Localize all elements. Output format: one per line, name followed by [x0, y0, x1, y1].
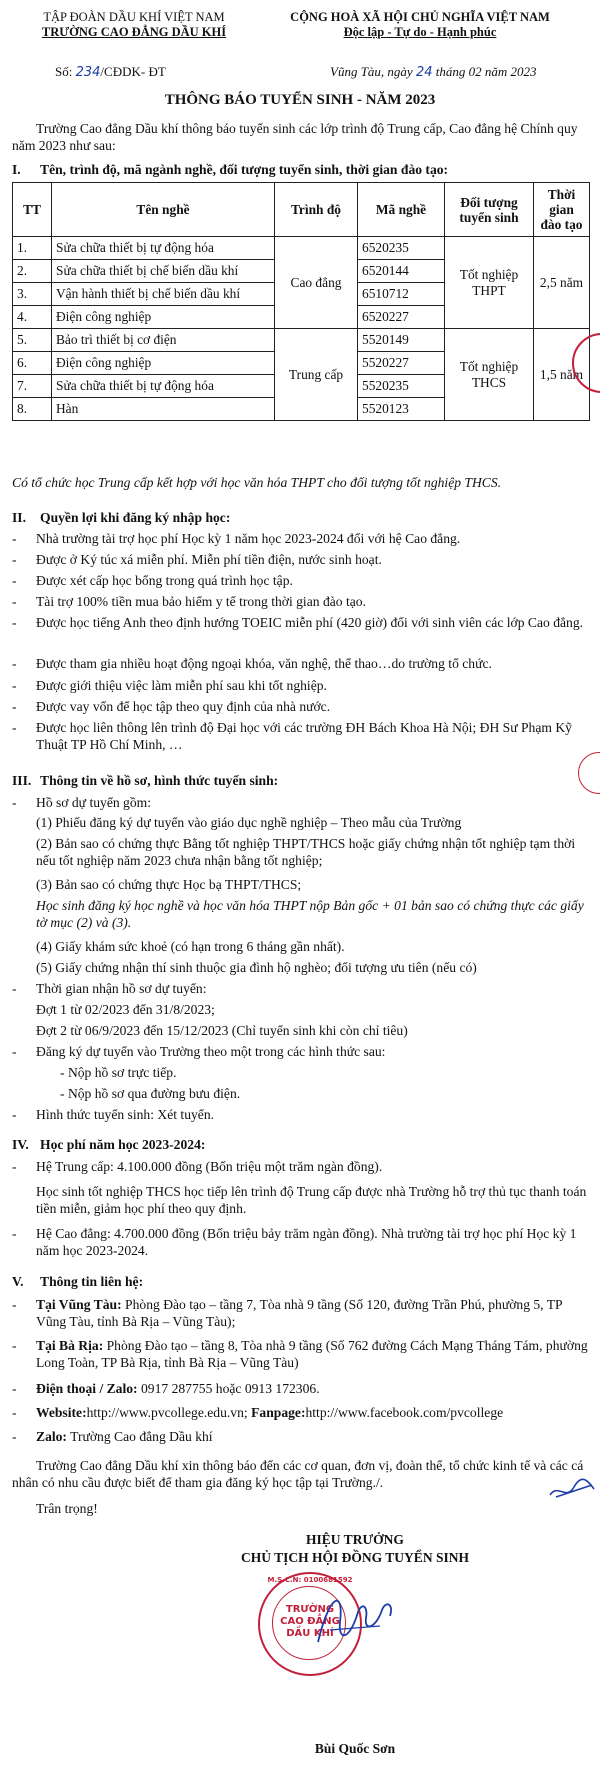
- row-code: 6520144: [358, 260, 445, 283]
- document-title: THÔNG BÁO TUYỂN SINH - NĂM 2023: [164, 92, 436, 108]
- contact-web: - Website:http://www.pvcollege.edu.vn; Fanpage:http://www.facebook.com/pvcollege: [12, 1405, 504, 1420]
- row-tt: 2.: [13, 260, 52, 283]
- doc-number-value: 234: [75, 65, 101, 80]
- row-code: 5520227: [358, 352, 445, 375]
- stamp-line: TRƯỜNG: [285, 1604, 335, 1615]
- row-code: 5520123: [358, 398, 445, 421]
- row-tt: 8.: [13, 398, 52, 421]
- date-suffix: tháng 02 năm 2023: [435, 64, 537, 79]
- row-tt: 7.: [13, 375, 52, 398]
- registration-option-2: [12, 1085, 590, 1102]
- dossier-label: Hồ sơ dự tuyển gồm:: [36, 795, 151, 810]
- section-2-heading: [12, 509, 590, 526]
- bullet-icon: -: [60, 1086, 68, 1101]
- dossier-item-3-note: [12, 897, 590, 931]
- round-text: Đợt 2 từ 06/9/2023 đến 15/12/2023 (Chỉ tuyển sinh khi còn chỉ tiêu): [36, 1023, 408, 1038]
- round-text: Đợt 1 từ 02/2023 đến 31/8/2023;: [36, 1002, 215, 1017]
- benefit-text: Được giới thiệu việc làm miễn phí sau khi tốt nghiệp.: [36, 678, 327, 693]
- list-item: - Đăng ký dự tuyển vào Trường theo một trong các hình thức sau:: [12, 1043, 590, 1060]
- regards: Trân trọng!: [36, 1501, 98, 1516]
- benefit-text: Được vay vốn để học tập theo quy định của nhà nước.: [36, 699, 331, 714]
- benefit-text: Được tham gia nhiều hoạt động ngoại khóa, văn nghệ, thể thao…do trường tổ chức.: [36, 656, 492, 671]
- section-5-heading: [12, 1273, 590, 1290]
- section-4-heading: [12, 1136, 590, 1153]
- benefit-text: Được ở Ký túc xá miễn phí. Miễn phí tiền điện, nước sinh hoạt.: [36, 552, 382, 567]
- col-header-tt: TT: [13, 183, 52, 237]
- row-tt: 6.: [13, 352, 52, 375]
- list-item: - Được vay vốn để học tập theo quy định của nhà nước.: [12, 698, 590, 715]
- table-row: [13, 237, 590, 260]
- option-line: [60, 1064, 590, 1081]
- issuer-block: [14, 10, 254, 40]
- option-text: Nộp hồ sơ qua đường bưu điện.: [67, 1086, 241, 1101]
- row-program: Vận hành thiết bị chế biến dầu khí: [52, 283, 275, 306]
- row-code: 6510712: [358, 283, 445, 306]
- website-link[interactable]: http://www.pvcollege.edu.vn;: [86, 1405, 248, 1420]
- contact-text: Phòng Đào tạo – tầng 8, Tòa nhà 9 tầng (Số 762 đường Cách Mạng Tháng Tám, phường Long Toàn, TP Bà Rịa, tỉnh Bà Rịa – Vũng Tàu): [36, 1338, 588, 1370]
- list-item: - Được giới thiệu việc làm miễn phí sau khi tốt nghiệp.: [12, 677, 590, 694]
- table-header-row: [13, 183, 590, 237]
- col-header-target: Đối tượng tuyển sinh: [445, 183, 534, 237]
- section-3-number: III.: [12, 773, 32, 788]
- dossier-text: (2) Bản sao có chứng thực Bằng tốt nghiệp THPT/THCS hoặc giấy chứng nhận tốt nghiệp tạm thời nếu tốt nghiệp năm 2023 chưa nhận bằng tốt nghiệp;: [36, 836, 576, 868]
- document-header: [0, 8, 600, 82]
- row-code: 5520149: [358, 329, 445, 352]
- section-2-title: Quyền lợi khi đăng ký nhập học:: [40, 510, 231, 525]
- row-tt: 5.: [13, 329, 52, 352]
- fee-text: Hệ Cao đẳng: 4.700.000 đồng (Bốn triệu bảy trăm ngàn đồng). Nhà trường tài trợ học phí Học kỳ 1 năm học 2023-2024.: [36, 1226, 577, 1258]
- col-header-code: Mã nghề: [358, 183, 445, 237]
- registration-label: Đăng ký dự tuyển vào Trường theo một trong các hình thức sau:: [36, 1044, 386, 1059]
- list-item: - Hệ Cao đẳng: 4.700.000 đồng (Bốn triệu bảy trăm ngàn đồng). Nhà trường tài trợ học phí Học kỳ 1 năm học 2023-2024.: [12, 1225, 590, 1259]
- signer-role-2: CHỦ TỊCH HỘI ĐỒNG TUYỂN SINH: [241, 1550, 469, 1565]
- row-code: 6520227: [358, 306, 445, 329]
- group-level: Cao đẳng: [275, 237, 358, 329]
- section-5-number: V.: [12, 1274, 24, 1289]
- group-level: Trung cấp: [275, 329, 358, 421]
- row-tt: 3.: [13, 283, 52, 306]
- signer-name: Bùi Quốc Sơn: [314, 1741, 396, 1756]
- intro-paragraph: Trường Cao đẳng Dầu khí thông báo tuyển sinh các lớp trình độ Trung cấp, Cao đẳng hệ Chính quy năm 2023 như sau:: [12, 121, 578, 153]
- section-3-heading: [12, 772, 590, 789]
- section-1-heading: [12, 161, 590, 178]
- stamp-line: DẦU KHÍ: [286, 1628, 334, 1639]
- section-3-title: Thông tin về hồ sơ, hình thức tuyển sinh:: [40, 773, 279, 788]
- national-header: [250, 10, 590, 40]
- contact-phone: - Điện thoại / Zalo: 0917 287755 hoặc 0913 172306.: [12, 1381, 320, 1396]
- list-item: - Hình thức tuyển sinh: Xét tuyển.: [12, 1106, 590, 1123]
- parent-organization: TẬP ĐOÀN DẦU KHÍ VIỆT NAM: [43, 10, 225, 24]
- date-prefix: Vũng Tàu, ngày: [330, 64, 413, 79]
- contact-text: Trường Cao đẳng Dầu khí: [70, 1429, 213, 1444]
- fee-note-text: Học sinh tốt nghiệp THCS học tiếp lên trình độ Trung cấp được nhà Trường hỗ trợ thủ tục thanh toán tiền miễn, giảm học phí theo quy định.: [36, 1184, 587, 1216]
- date-day: 24: [415, 65, 433, 80]
- row-program: Điện công nghiệp: [52, 352, 275, 375]
- list-item: - Được tham gia nhiều hoạt động ngoại khóa, văn nghệ, thể thao…do trường tổ chức.: [12, 655, 590, 672]
- table-note: Có tổ chức học Trung cấp kết hợp với học văn hóa THPT cho đối tượng tốt nghiệp THCS.: [12, 475, 502, 490]
- row-code: 6520235: [358, 237, 445, 260]
- closing-paragraph: Trường Cao đẳng Dầu khí xin thông báo đến các cơ quan, đơn vị, đoàn thể, tổ chức kinh tế và các cá nhân có nhu cầu được biết để tham gia đăng ký học tập tại Trường./.: [12, 1458, 584, 1490]
- stamp-ring-text: M.S.C.N: 0100681592: [267, 1576, 353, 1584]
- dossier-text: (1) Phiếu đăng ký dự tuyển vào giáo dục nghề nghiệp – Theo mẫu của Trường: [36, 815, 462, 830]
- group-duration: 1,5 năm: [534, 329, 590, 421]
- row-program: Điện công nghiệp: [52, 306, 275, 329]
- list-item: - Hồ sơ dự tuyển gồm:: [12, 794, 590, 811]
- initials-scribble: [548, 1477, 596, 1503]
- admission-form: Hình thức tuyển sinh: Xét tuyển.: [36, 1107, 215, 1122]
- table-row: [13, 329, 590, 352]
- row-code: 5520235: [358, 375, 445, 398]
- option-text: Nộp hồ sơ trực tiếp.: [67, 1065, 177, 1080]
- dossier-text: (4) Giấy khám sức khoẻ (có hạn trong 6 tháng gần nhất).: [36, 939, 345, 954]
- section-4-title: Học phí năm học 2023-2024:: [40, 1137, 206, 1152]
- section-2-number: II.: [12, 510, 26, 525]
- bullet-icon: -: [60, 1065, 68, 1080]
- col-header-name: Tên nghề: [52, 183, 275, 237]
- section-1-title: Tên, trình độ, mã ngành nghề, đối tượng tuyển sinh, thời gian đào tạo:: [40, 162, 449, 177]
- website-label: Website:: [36, 1405, 87, 1420]
- list-item: - Hệ Trung cấp: 4.100.000 đồng (Bốn triệu một trăm ngàn đồng).: [12, 1158, 590, 1175]
- list-item: - Được xét cấp học bổng trong quá trình học tập.: [12, 572, 590, 589]
- group-target: Tốt nghiệp THCS: [445, 329, 534, 421]
- fanpage-label: Fanpage:: [251, 1405, 306, 1420]
- section-1-number: I.: [12, 162, 21, 177]
- row-tt: 4.: [13, 306, 52, 329]
- row-program: Sửa chữa thiết bị chế biến dầu khí: [52, 260, 275, 283]
- contact-text: 0917 287755 hoặc 0913 172306.: [141, 1381, 320, 1396]
- doc-number-suffix: /CĐDK- ĐT: [100, 64, 166, 79]
- contact-ba-ria: - Tại Bà Rịa: Phòng Đào tạo – tầng 8, Tòa nhà 9 tầng (Số 762 đường Cách Mạng Tháng Tám, phường Long Toàn, TP Bà Rịa, tỉnh Bà Rịa – Vũng Tàu): [12, 1338, 588, 1370]
- row-program: Hàn: [52, 398, 275, 421]
- benefit-text: Tài trợ 100% tiền mua bảo hiểm y tế trong thời gian đào tạo.: [36, 594, 366, 609]
- contact-label: Điện thoại / Zalo:: [36, 1381, 138, 1396]
- dossier-text: (5) Giấy chứng nhận thí sinh thuộc gia đình hộ nghèo; đối tượng ưu tiên (nếu có): [36, 960, 477, 975]
- option-line: [60, 1085, 590, 1102]
- section-5-title: Thông tin liên hệ:: [40, 1274, 144, 1289]
- school-name: TRƯỜNG CAO ĐẲNG DẦU KHÍ: [41, 25, 227, 39]
- dossier-item-4: [12, 938, 590, 955]
- signer-role-1: HIỆU TRƯỞNG: [306, 1532, 404, 1547]
- dossier-item-2: [12, 835, 590, 869]
- section-4-number: IV.: [12, 1137, 29, 1152]
- contact-text: Phòng Đào tạo – tầng 7, Tòa nhà 9 tầng (Số 120, đường Trần Phú, phường 5, TP Vũng Tàu, tỉnh Bà Rịa – Vũng Tàu);: [36, 1297, 563, 1329]
- country-name: CỘNG HOÀ XÃ HỘI CHỦ NGHĨA VIỆT NAM: [290, 10, 550, 24]
- dossier-text: (3) Bản sao có chứng thực Học bạ THPT/THCS;: [36, 877, 302, 892]
- contact-label: Zalo:: [36, 1429, 67, 1444]
- row-tt: 1.: [13, 237, 52, 260]
- row-program: Sửa chữa thiết bị tự động hóa: [52, 375, 275, 398]
- row-program: Sửa chữa thiết bị tự động hóa: [52, 237, 275, 260]
- list-item: - Được học tiếng Anh theo định hướng TOEIC miễn phí (420 giờ) đối với sinh viên các lớp Cao đẳng.: [12, 614, 590, 631]
- row-program: Bảo trì thiết bị cơ điện: [52, 329, 275, 352]
- dossier-item-3: [12, 876, 590, 893]
- registration-option-1: [12, 1064, 590, 1081]
- dossier-note-text: Học sinh đăng ký học nghề và học văn hóa THPT nộp Bản gốc + 01 bản sao có chứng thực các giấy tờ mục (2) và (3).: [36, 898, 584, 930]
- list-item: - Thời gian nhận hồ sơ dự tuyển:: [12, 980, 590, 997]
- list-item: - Tài trợ 100% tiền mua bảo hiểm y tế trong thời gian đào tạo.: [12, 593, 590, 610]
- contact-vung-tau: - Tại Vũng Tàu: Phòng Đào tạo – tầng 7, Tòa nhà 9 tầng (Số 120, đường Trần Phú, phường 5, TP Vũng Tàu, tỉnh Bà Rịa – Vũng Tàu);: [12, 1297, 563, 1329]
- doc-number-label: Số:: [55, 64, 73, 79]
- dossier-item-1: [12, 814, 590, 831]
- list-item: - Nhà trường tài trợ học phí Học kỳ 1 năm học 2023-2024 đối với hệ Cao đẳng.: [12, 530, 590, 547]
- contact-zalo: - Zalo: Trường Cao đẳng Dầu khí: [12, 1429, 213, 1444]
- benefit-text: Được học tiếng Anh theo định hướng TOEIC miễn phí (420 giờ) đối với sinh viên các lớp Cao đẳng.: [36, 615, 584, 630]
- col-header-level: Trình độ: [275, 183, 358, 237]
- national-motto: Độc lập - Tự do - Hạnh phúc: [343, 25, 497, 39]
- stamp-line: CAO ĐẲNG: [280, 1616, 340, 1627]
- document-date: [330, 64, 537, 80]
- benefit-text: Được học liên thông lên trình độ Đại học với các trường ĐH Bách Khoa Hà Nội; ĐH Sư Phạm Kỹ Thuật TP Hồ Chí Minh, …: [36, 720, 572, 752]
- col-header-duration: Thời gian đào tạo: [534, 183, 590, 237]
- contact-label: Tại Bà Rịa:: [36, 1338, 104, 1353]
- signature-scribble: [310, 1582, 400, 1662]
- round-1: [12, 1001, 590, 1018]
- list-item: - Được ở Ký túc xá miễn phí. Miễn phí tiền điện, nước sinh hoạt.: [12, 551, 590, 568]
- benefit-text: Được xét cấp học bổng trong quá trình học tập.: [36, 573, 293, 588]
- dossier-item-5: [12, 959, 590, 976]
- programs-table: [12, 182, 590, 421]
- list-item: - Được học liên thông lên trình độ Đại học với các trường ĐH Bách Khoa Hà Nội; ĐH Sư Phạm Kỹ Thuật TP Hồ Chí Minh, …: [12, 719, 590, 753]
- document-number: [55, 64, 166, 80]
- time-label: Thời gian nhận hồ sơ dự tuyển:: [36, 981, 207, 996]
- benefit-text: Nhà trường tài trợ học phí Học kỳ 1 năm học 2023-2024 đối với hệ Cao đẳng.: [36, 531, 461, 546]
- group-target: Tốt nghiệp THPT: [445, 237, 534, 329]
- contact-label: Tại Vũng Tàu:: [36, 1297, 122, 1312]
- fanpage-link[interactable]: http://www.facebook.com/pvcollege: [305, 1405, 504, 1420]
- round-2: [12, 1022, 590, 1039]
- fee-text: Hệ Trung cấp: 4.100.000 đồng (Bốn triệu một trăm ngàn đồng).: [36, 1159, 383, 1174]
- fee-note: [12, 1183, 590, 1217]
- group-duration: 2,5 năm: [534, 237, 590, 329]
